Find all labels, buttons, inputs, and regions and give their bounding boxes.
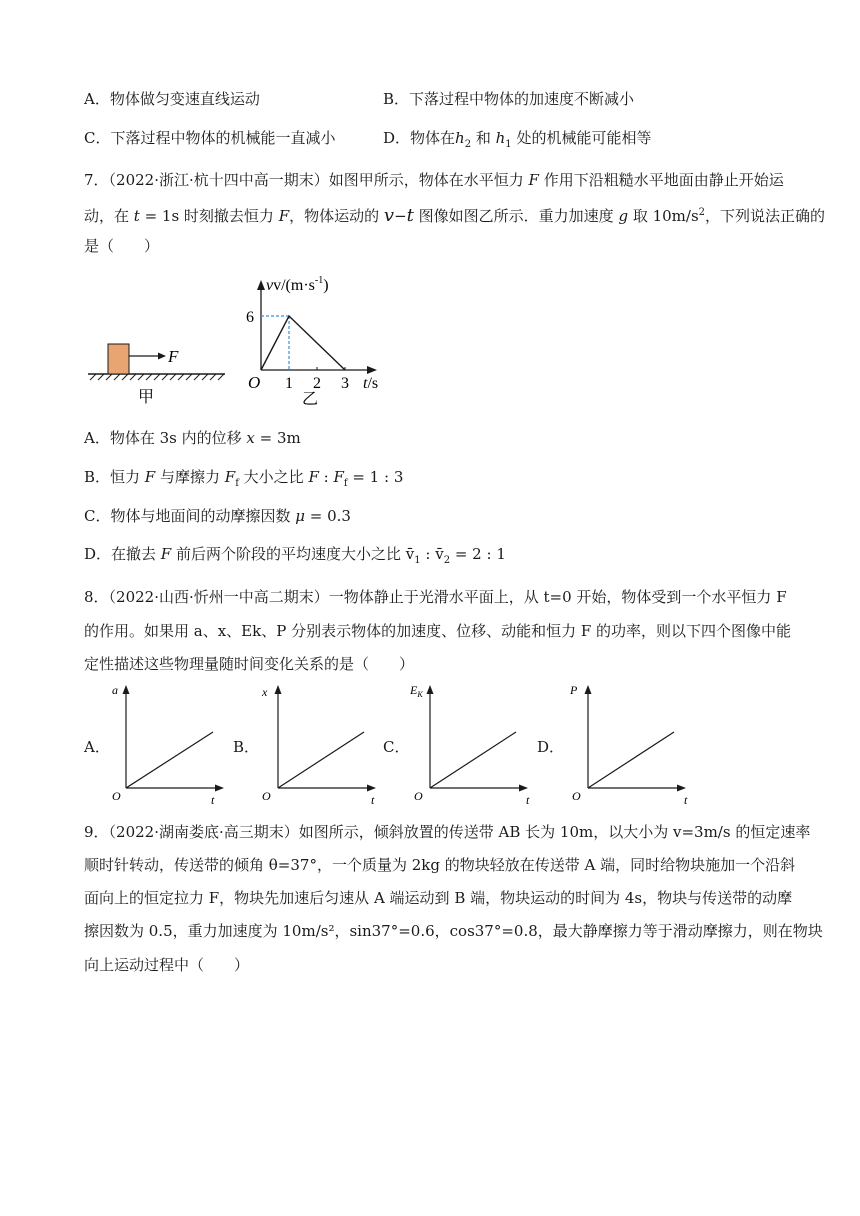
- graph-c-x-label: t: [526, 793, 530, 807]
- graph-a-x-label: t: [211, 793, 215, 807]
- q6-option-c: C．下落过程中物体的机械能一直减小: [84, 129, 336, 147]
- graph-b-origin: O: [262, 789, 271, 803]
- vt-line: [261, 316, 345, 370]
- ground-hatching: [90, 374, 224, 380]
- t-tick-3: 3: [341, 375, 349, 392]
- q7-figure: [80, 268, 400, 418]
- q6-option-b: B．下落过程中物体的加速度不断减小: [383, 90, 635, 108]
- q8-graph-b: [258, 680, 378, 810]
- graph-c-line: [430, 732, 516, 788]
- graph-a-line: [126, 732, 213, 788]
- q8-stem-line3: 定性描述这些物理量随时间变化关系的是（ ）: [84, 655, 415, 673]
- q7-stem-line3: 是（ ）: [84, 237, 160, 255]
- q7-stem-line2: 动，在 t = 1s 时刻撤去恒力 F，物体运动的 v−t 图像如图乙所示．重力加速度 g 取 $10m/s^2$，下列说法正确的: [84, 205, 826, 226]
- caption-yi: 乙: [302, 391, 319, 408]
- q8-stem-line1: 8．（2022·山西·忻州一中高二期末）一物体静止于光滑水平面上，从 t=0 开始，物体受到一个水平恒力 F: [84, 588, 787, 606]
- q8-graph-d: [566, 680, 696, 810]
- q7-stem-line1: 7．（2022·浙江·杭十四中高一期末）如图甲所示，物体在水平恒力 F 作用下沿粗糙水平地面由静止开始运: [84, 171, 784, 189]
- t-tick-1: 1: [285, 375, 293, 392]
- graph-b-y-label: x: [262, 685, 268, 699]
- v-tick-6: 6: [246, 309, 254, 326]
- q6-option-d: D．物体在$h_2$ 和 $h_1$ 处的机械能可能相等: [383, 129, 652, 150]
- q8-option-c-label: C．: [383, 738, 410, 756]
- q6-option-a: A．物体做匀变速直线运动: [84, 90, 260, 108]
- graph-d-line: [588, 732, 674, 788]
- graph-d-origin: O: [572, 789, 581, 803]
- graph-d-x-label: t: [684, 793, 688, 807]
- q9-stem-line3: 面向上的恒定拉力 F，物块先加速后匀速从 A 端运动到 B 端，物块运动的时间为 4s，物块与传送带的动摩: [84, 889, 793, 907]
- q8-graph-c: [408, 680, 538, 810]
- graph-a-origin: O: [112, 789, 121, 803]
- q7-option-a: A．物体在 3s 内的位移 x = 3m: [84, 429, 301, 447]
- q9-stem-line4: 擦因数为 0.5，重力加速度为 10m/s²，sin37°=0.6，cos37°=0.8，最大静摩擦力等于滑动摩擦力，则在物块: [84, 922, 823, 940]
- q8-option-a-label: A．: [84, 738, 110, 756]
- q9-stem-line1: 9．（2022·湖南娄底·高三期末）如图所示，倾斜放置的传送带 AB 长为 10m，以大小为 v=3m/s 的恒定速率: [84, 823, 811, 841]
- origin-label: O: [248, 373, 261, 392]
- q7-option-d: D．在撤去 F 前后两个阶段的平均速度大小之比 $v̄_1$ : $v̄_2 = 2$ : 1: [84, 545, 506, 566]
- q7-option-c: C．物体与地面间的动摩擦因数 μ = 0.3: [84, 507, 351, 525]
- q8-graph-a: [108, 680, 228, 810]
- q7-option-b: B．恒力 F 与摩擦力 $F_f$ 大小之比 F : $F_f = 1$ : 3: [84, 468, 404, 489]
- graph-d-y-label: P: [570, 683, 578, 697]
- q8-option-d-label: D．: [537, 738, 565, 756]
- q8-stem-line2: 的作用。如果用 a、x、Ek、P 分别表示物体的加速度、位移、动能和恒力 F 的功率，则以下四个图像中能: [84, 622, 792, 640]
- q9-stem-line5: 向上运动过程中（ ）: [84, 956, 250, 974]
- t-axis-label: t/s: [363, 375, 379, 392]
- v-axis-label: $vv/(m\cdot s^{-1})$: [266, 275, 329, 294]
- graph-b-x-label: t: [371, 793, 375, 807]
- figure-jia: [88, 344, 225, 406]
- figure-yi-vt-graph: [246, 275, 378, 408]
- t-tick-2: 2: [313, 375, 321, 392]
- q9-stem-line2: 顺时针转动，传送带的倾角 θ=37°，一个质量为 2kg 的物块轻放在传送带 A 端，同时给物块施加一个沿斜: [84, 856, 796, 874]
- graph-b-line: [278, 732, 364, 788]
- graph-c-y-label: $E_K$: [410, 683, 423, 699]
- caption-jia: 甲: [138, 389, 155, 406]
- graph-c-origin: O: [414, 789, 423, 803]
- block: [108, 344, 129, 374]
- q8-option-b-label: B．: [233, 738, 260, 756]
- force-label: F: [168, 347, 179, 366]
- graph-a-y-label: a: [112, 683, 118, 697]
